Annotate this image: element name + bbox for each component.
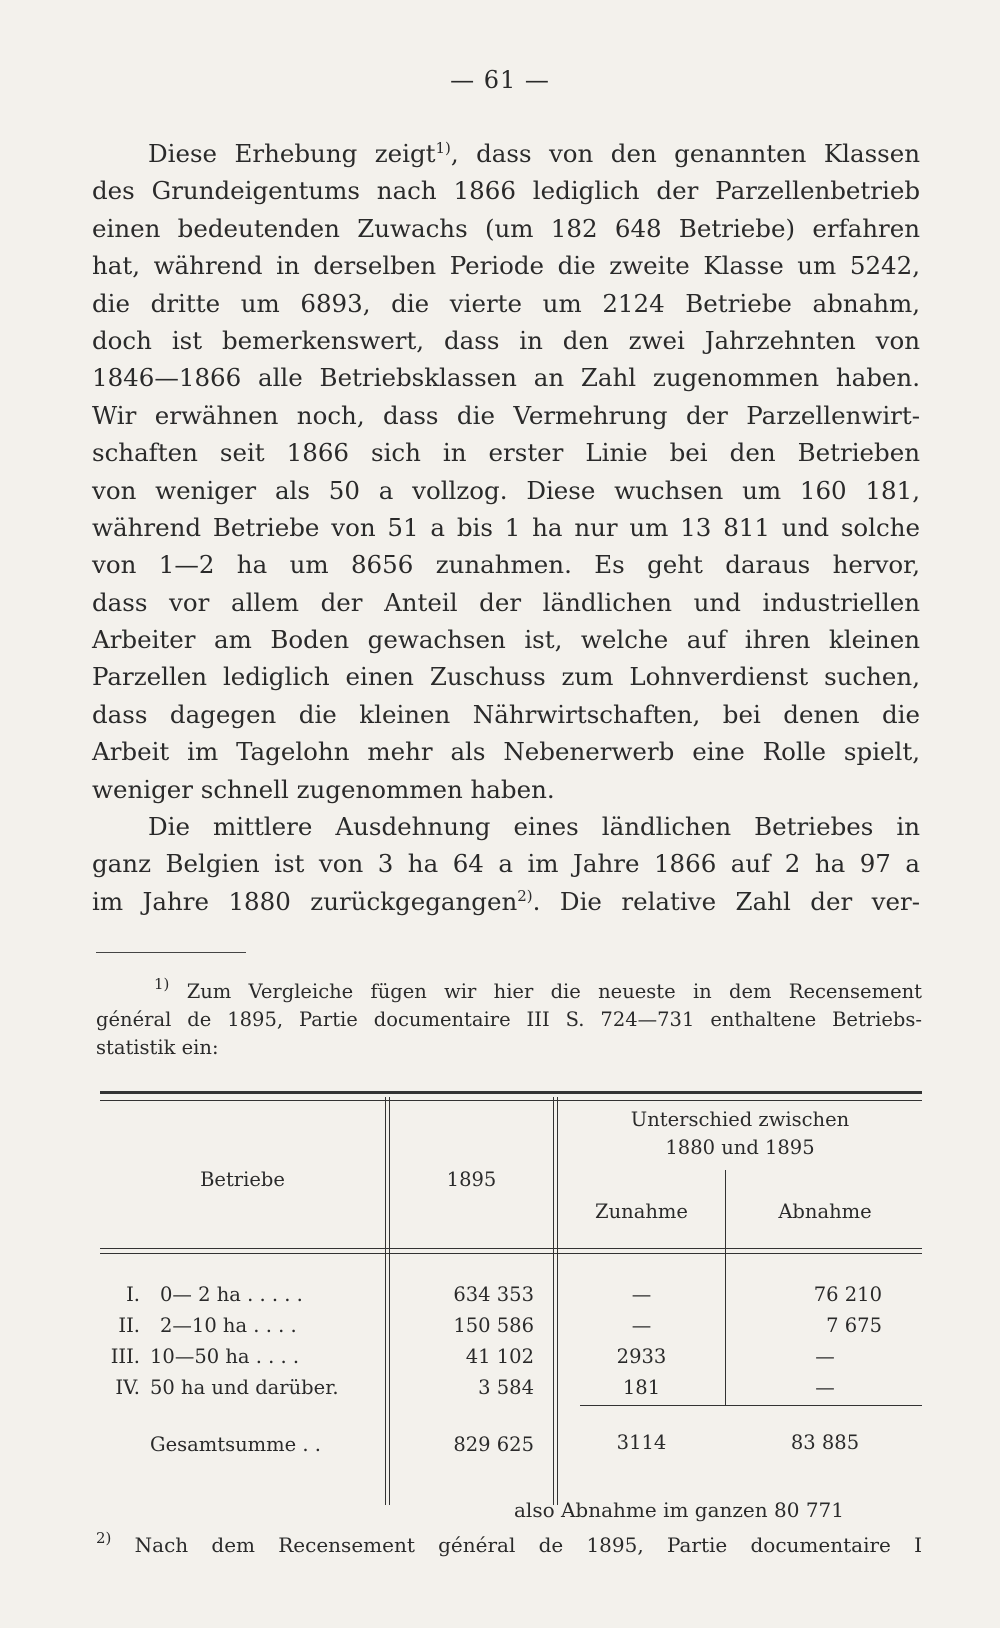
text-fragment: , dass von den genannten Klassen (450, 139, 920, 168)
text-line: Parzellen lediglich einen Zuschuss zum Lohnverdienst suchen, (92, 662, 920, 692)
total-zunahme: 3114 (616, 1431, 667, 1454)
page-number: — 61 — (450, 66, 550, 94)
header-unterschied: Unterschied zwischen (630, 1108, 850, 1131)
text-fragment: Zum Vergleiche fügen wir hier die neueste in dem Recensement (186, 980, 923, 1003)
footnote-2 (96, 1531, 922, 1559)
text-fragment: . Die relative Zahl der ver- (532, 886, 920, 916)
row-number: III. (110, 1345, 140, 1368)
row-abnahme: 76 210 (813, 1283, 882, 1306)
table-top-rule (100, 1091, 922, 1101)
total-1895: 829 625 (453, 1433, 534, 1456)
row-abnahme: — (815, 1345, 835, 1368)
footnote-separator (96, 952, 246, 953)
table-sum-rule (580, 1405, 922, 1406)
text-line: des Grundeigentums nach 1866 lediglich der Parzellenbetrieb (92, 176, 920, 206)
text-fragment: Diese Erhebung zeigt (148, 139, 436, 168)
text-line: ganz Belgien ist von 3 ha 64 a im Jahre 1866 auf 2 ha 97 a (92, 849, 920, 879)
row-label: 10—50 ha . . . . (150, 1345, 300, 1368)
row-1895: 41 102 (465, 1345, 534, 1368)
table-header-rule (100, 1248, 922, 1254)
header-unterschied-years: 1880 und 1895 (665, 1136, 815, 1159)
total-label: Gesamtsumme . . (150, 1433, 321, 1456)
row-zunahme: 2933 (616, 1345, 667, 1368)
row-1895: 3 584 (478, 1376, 534, 1399)
text-line: Arbeit im Tagelohn mehr als Nebenerwerb eine Rolle spielt, (92, 737, 920, 767)
text-fragment: im Jahre 1880 zurückgegangen (92, 886, 518, 916)
text-line: dass dagegen die kleinen Nährwirtschaften, bei denen die (92, 699, 920, 729)
text-line: von 1—2 ha um 8656 zunahmen. Es geht daraus hervor, (92, 550, 920, 580)
text-line: doch ist bemerkenswert, dass in den zwei Jahrzehnten von (92, 325, 920, 355)
footnote-1-marker: 1) (154, 975, 170, 993)
text-line: die dritte um 6893, die vierte um 2124 Betriebe abnahm, (92, 288, 920, 318)
text-fragment: Nach dem Recensement général de 1895, Partie documentaire I (134, 1533, 923, 1557)
text-line: hat, während in derselben Periode die zweite Klasse um 5242, (92, 251, 920, 281)
row-zunahme: — (631, 1283, 652, 1306)
row-zunahme: — (631, 1314, 652, 1337)
total-abnahme: 83 885 (790, 1431, 860, 1454)
main-text (92, 135, 920, 920)
row-label: 50 ha und darüber. (150, 1376, 339, 1399)
footnote-line (96, 975, 923, 1006)
column-divider (725, 1170, 726, 1405)
row-number: IV. (115, 1376, 140, 1399)
footnote-1 (96, 975, 923, 1062)
text-line: während Betriebe von 51 a bis 1 ha nur um 13 811 und solche (92, 512, 920, 542)
footnote-marker-1: 1) (435, 139, 451, 157)
text-line: einen bedeutenden Zuwachs (um 182 648 Betriebe) erfahren (92, 213, 920, 243)
text-line (92, 135, 920, 172)
row-number: I. (126, 1283, 140, 1306)
row-number: II. (118, 1314, 140, 1337)
text-line: weniger schnell zugenommen haben. (92, 774, 555, 804)
text-line: schaften seit 1866 sich in erster Linie bei den Betrieben (92, 438, 920, 468)
row-1895: 150 586 (453, 1314, 534, 1337)
row-label: 2—10 ha . . . . (160, 1314, 297, 1337)
header-zunahme: Zunahme (595, 1200, 688, 1223)
text-line: Wir erwähnen noch, dass die Vermehrung der Parzellenwirt- (92, 400, 920, 430)
row-1895: 634 353 (453, 1283, 534, 1306)
total-note: also Abnahme im ganzen 80 771 (514, 1498, 844, 1522)
row-zunahme: 181 (622, 1376, 661, 1399)
text-line: Arbeiter am Boden gewachsen ist, welche auf ihren kleinen (92, 625, 920, 655)
footnote-marker-2: 2) (517, 886, 533, 905)
text-line: Die mittlere Ausdehnung eines ländlichen Betriebes in (148, 812, 920, 842)
footnote-2-marker: 2) (96, 1529, 112, 1547)
text-line (92, 883, 920, 920)
text-line: von weniger als 50 a vollzog. Diese wuchsen um 160 181, (92, 475, 920, 505)
row-abnahme: — (815, 1376, 835, 1399)
text-line: dass vor allem der Anteil der ländlichen und industriellen (92, 587, 920, 617)
row-label: 0— 2 ha . . . . . (160, 1283, 303, 1306)
header-1895: 1895 (446, 1168, 497, 1191)
footnote-line: statistik ein: (96, 1036, 219, 1059)
footnote-line: général de 1895, Partie documentaire III S. 724—731 enthaltene Betriebs- (96, 1008, 922, 1031)
header-abnahme: Abnahme (778, 1200, 872, 1223)
header-betriebe: Betriebe (200, 1168, 285, 1191)
row-abnahme: 7 675 (826, 1314, 882, 1337)
text-line: 1846—1866 alle Betriebsklassen an Zahl zugenommen haben. (92, 363, 920, 393)
